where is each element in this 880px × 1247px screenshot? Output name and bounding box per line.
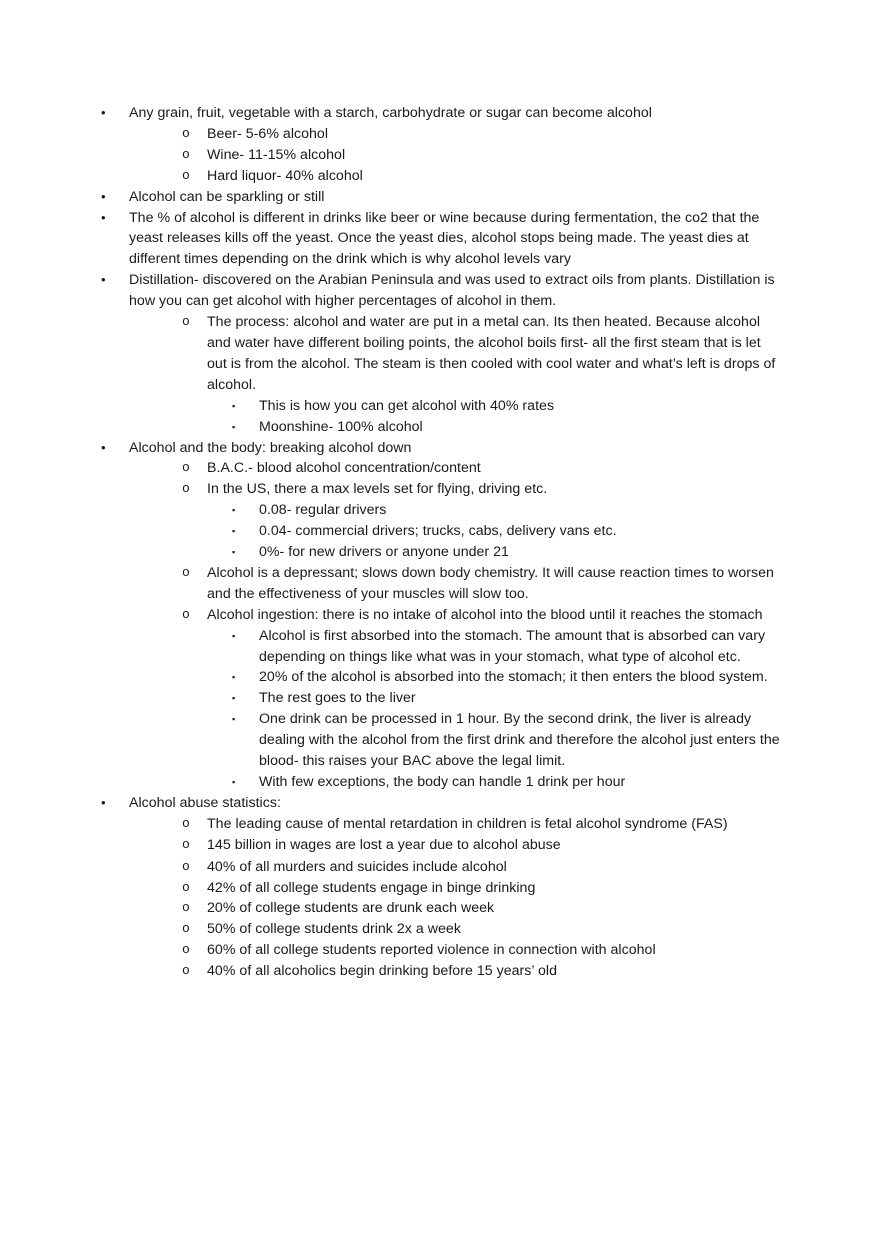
- list-item-level-3: [0, 772, 780, 793]
- list-item-level-3: [0, 417, 780, 438]
- list-item-text: 60% of all college students reported violence in connection with alcohol: [207, 942, 656, 959]
- list-item-level-2: [0, 898, 780, 919]
- list-item-level-2: [0, 857, 780, 878]
- list-item-level-3: [0, 396, 780, 417]
- list-item-level-2: [0, 563, 780, 605]
- list-item-level-2: [0, 605, 780, 626]
- list-item-text: 145 billion in wages are lost a year due to alcohol abuse: [207, 836, 561, 853]
- list-item-text: 20% of the alcohol is absorbed into the stomach; it then enters the blood system.: [259, 669, 768, 686]
- list-item-text: 20% of college students are drunk each week: [207, 900, 495, 917]
- list-item-level-3: [0, 521, 780, 542]
- list-item-level-3: [0, 667, 780, 688]
- bullet-marker-icon: •: [101, 209, 106, 225]
- list-item-level-1: [0, 793, 780, 814]
- list-item-text: Alcohol is a depressant; slows down body chemistry. It will cause reaction times to worsen and the effectiveness of your muscles will slow too.: [207, 564, 774, 602]
- square-marker-icon: ▪: [232, 505, 236, 516]
- square-marker-icon: ▪: [232, 777, 236, 787]
- list-item-level-3: [0, 500, 780, 521]
- circle-marker-icon: o: [182, 858, 190, 874]
- circle-marker-icon: o: [182, 167, 190, 183]
- bullet-marker-icon: •: [101, 794, 106, 810]
- list-item-level-2: [0, 940, 780, 961]
- square-marker-icon: ▪: [232, 421, 236, 432]
- list-item-level-1: [0, 187, 780, 208]
- list-item-text: Beer- 5-6% alcohol: [207, 125, 329, 142]
- list-item-text: The % of alcohol is different in drinks like beer or wine because during fermentation, the co2 that the yeast releases kills off the yeast. Once the yeast dies, alcohol stops being made. The yeast dies at different times depending on the drink which is why alcohol levels vary: [129, 209, 760, 268]
- list-item-text: The process: alcohol and water are put in a metal can. Its then heated. Because alcohol and water have different boiling points, the alcohol boils first- all the first steam that is let out is from the alcohol. The steam is then cooled with cool water and what’s left is drops of alcohol.: [207, 314, 776, 393]
- square-marker-icon: ▪: [232, 630, 236, 641]
- list-item-level-3: [0, 542, 780, 563]
- bullet-marker-icon: •: [101, 105, 106, 120]
- list-item-text: 0.04- commercial drivers; trucks, cabs, delivery vans etc.: [259, 523, 617, 540]
- list-item-level-1: [0, 438, 780, 459]
- circle-marker-icon: o: [182, 606, 190, 622]
- square-marker-icon: ▪: [232, 547, 236, 558]
- square-marker-icon: ▪: [232, 714, 236, 725]
- circle-marker-icon: o: [182, 460, 190, 476]
- circle-marker-icon: o: [182, 836, 190, 852]
- list-item-text: The leading cause of mental retardation in children is fetal alcohol syndrome (FAS): [207, 815, 728, 832]
- list-item-text: Alcohol ingestion: there is no intake of alcohol into the blood until it reaches the stomach: [207, 606, 763, 623]
- bullet-list: [0, 103, 880, 982]
- square-marker-icon: ▪: [232, 400, 236, 411]
- circle-marker-icon: o: [182, 314, 190, 330]
- bullet-marker-icon: •: [101, 188, 106, 204]
- circle-marker-icon: o: [182, 125, 190, 141]
- list-item-text: Wine- 11-15% alcohol: [207, 146, 346, 163]
- list-item-level-2: [0, 166, 780, 187]
- circle-marker-icon: o: [182, 879, 190, 895]
- list-item-level-2: [0, 835, 780, 856]
- circle-marker-icon: o: [182, 963, 190, 979]
- list-item-text: 0%- for new drivers or anyone under 21: [259, 544, 509, 561]
- bullet-marker-icon: •: [101, 272, 106, 288]
- list-item-text: One drink can be processed in 1 hour. By the second drink, the liver is already dealing with the alcohol from the first drink and therefore the alcohol just enters the blood- this raises your BAC above the legal limit.: [259, 711, 780, 770]
- list-item-text: The rest goes to the liver: [259, 690, 416, 707]
- circle-marker-icon: o: [182, 481, 190, 497]
- list-item-text: Distillation- discovered on the Arabian Peninsula and was used to extract oils from plants. Distillation is how you can get alcohol with higher percentages of alcohol in them.: [129, 272, 775, 310]
- list-item-level-2: [0, 124, 780, 145]
- list-item-text: In the US, there a max levels set for flying, driving etc.: [207, 481, 548, 498]
- list-item-text: Alcohol and the body: breaking alcohol down: [129, 439, 412, 456]
- list-item-text: B.A.C.- blood alcohol concentration/content: [207, 460, 481, 477]
- list-item-level-2: [0, 919, 780, 940]
- list-item-text: With few exceptions, the body can handle 1 drink per hour: [259, 774, 626, 790]
- list-item-text: This is how you can get alcohol with 40% rates: [259, 397, 555, 414]
- list-item-text: Alcohol can be sparkling or still: [129, 188, 325, 205]
- list-item-level-3: [0, 709, 780, 772]
- list-item-level-2: [0, 145, 780, 166]
- list-item-level-2: [0, 878, 780, 899]
- circle-marker-icon: o: [182, 146, 190, 162]
- list-item-level-2: [0, 814, 780, 835]
- circle-marker-icon: o: [182, 564, 190, 580]
- list-item-level-3: [0, 626, 780, 668]
- circle-marker-icon: o: [182, 921, 190, 937]
- circle-marker-icon: o: [182, 900, 190, 916]
- list-item-text: 40% of all alcoholics begin drinking before 15 years’ old: [207, 963, 557, 980]
- list-item-text: Alcohol is first absorbed into the stomach. The amount that is absorbed can vary depending on things like what was in your stomach, what type of alcohol etc.: [259, 627, 766, 665]
- list-item-level-1: [0, 270, 780, 312]
- square-marker-icon: ▪: [232, 672, 236, 683]
- list-item-text: 42% of all college students engage in binge drinking: [207, 879, 536, 896]
- list-item-text: 40% of all murders and suicides include alcohol: [207, 858, 507, 875]
- list-item-text: Moonshine- 100% alcohol: [259, 418, 423, 435]
- list-item-text: Hard liquor- 40% alcohol: [207, 167, 363, 184]
- list-item-text: Alcohol abuse statistics:: [129, 794, 281, 811]
- list-item-text: Any grain, fruit, vegetable with a starch, carbohydrate or sugar can become alcohol: [129, 105, 652, 121]
- square-marker-icon: ▪: [232, 693, 236, 704]
- bullet-marker-icon: •: [101, 439, 106, 455]
- list-item-level-2: [0, 458, 780, 479]
- list-item-level-1: [0, 208, 780, 271]
- list-item-level-3: [0, 688, 780, 709]
- list-item-level-2: [0, 479, 780, 500]
- list-item-level-2: [0, 312, 780, 396]
- list-item-text: 50% of college students drink 2x a week: [207, 921, 461, 938]
- list-item-level-1: [0, 103, 780, 124]
- list-item-text: 0.08- regular drivers: [259, 502, 387, 519]
- circle-marker-icon: o: [182, 815, 190, 831]
- square-marker-icon: ▪: [232, 526, 236, 537]
- list-item-level-2: [0, 961, 780, 982]
- circle-marker-icon: o: [182, 942, 190, 958]
